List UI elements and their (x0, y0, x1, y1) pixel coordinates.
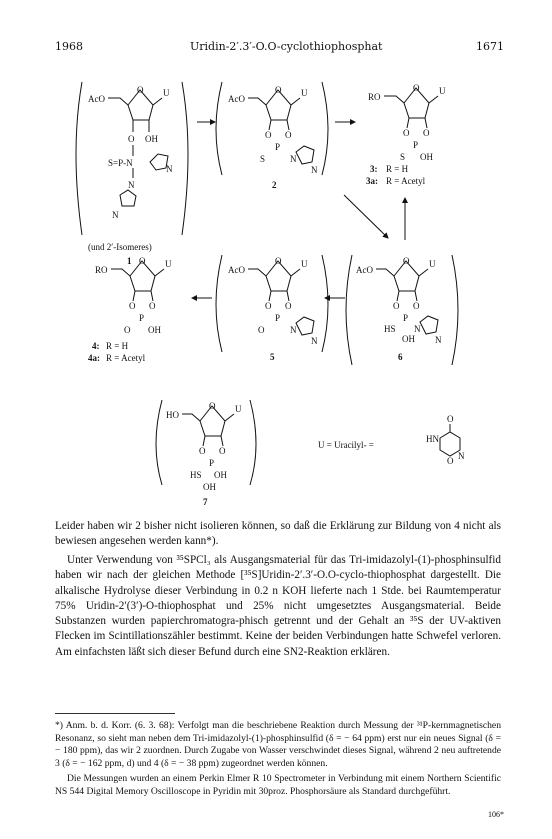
svg-text:RO: RO (368, 92, 381, 102)
uracil-definition (318, 414, 465, 466)
svg-text:OH: OH (214, 470, 227, 480)
compound-2 (216, 82, 328, 190)
atom-aco: AcO (88, 94, 105, 104)
svg-text:RO: RO (95, 265, 108, 275)
svg-text:N: N (290, 154, 297, 164)
compound-6 (346, 255, 458, 365)
svg-text:P: P (209, 458, 215, 468)
svg-text:O: O (265, 301, 272, 311)
svg-text:N: N (166, 164, 173, 174)
compound-3 (366, 83, 446, 186)
svg-text:O: O (403, 128, 410, 138)
compound-5-label: 5 (270, 352, 275, 362)
svg-text:OH: OH (148, 325, 161, 335)
svg-text:O: O (124, 325, 131, 335)
paragraph-1: Leider haben wir 2 bisher nicht isolieren können, so daß die Erklärung zur Bildung von 4 nicht als bewiesen angesehen werden kann*). (55, 520, 501, 548)
svg-text:N: N (458, 451, 465, 461)
svg-text:O: O (275, 256, 282, 266)
svg-text:R = Acetyl: R = Acetyl (386, 176, 426, 186)
footnote-2: Die Messungen wurden an einem Perkin Elmer R 10 Spectrometer in Verbindung mit einem Northern Scientific NS 544 Digital Memory Oscilloscope in Pyridin mit 30proz. Phosphorsäure als Standard durchgeführt. (55, 773, 501, 797)
page-number-right: 1671 (476, 40, 504, 53)
compound-1-note: (und 2′-Isomeres) (88, 242, 152, 252)
svg-text:U: U (301, 88, 308, 98)
compound-4 (88, 256, 172, 363)
svg-text:R = H: R = H (106, 341, 129, 351)
svg-text:U = Uracilyl- =: U = Uracilyl- = (318, 440, 374, 450)
svg-text:P: P (275, 142, 281, 152)
compound-2-label: 2 (272, 180, 277, 190)
page-number-left: 1968 (55, 40, 83, 53)
svg-text:O: O (139, 256, 146, 266)
svg-text:P: P (139, 313, 145, 323)
svg-text:R = Acetyl: R = Acetyl (106, 353, 146, 363)
svg-text:O: O (258, 325, 265, 335)
svg-text:O: O (128, 134, 135, 144)
svg-text:HN: HN (426, 434, 439, 444)
svg-text:S: S (260, 154, 266, 164)
running-title: Uridin-2′.3′-O.O-cyclothiophosphat (190, 40, 383, 53)
svg-text:N: N (112, 210, 119, 220)
svg-text:O: O (285, 130, 292, 140)
svg-text:U: U (301, 259, 308, 269)
svg-text:O: O (413, 83, 420, 93)
compound-3a-label: 3a: (366, 176, 378, 186)
svg-text:N: N (128, 180, 135, 190)
svg-text:O: O (265, 130, 272, 140)
svg-text:O: O (199, 446, 206, 456)
svg-text:O: O (393, 301, 400, 311)
svg-text:O: O (149, 301, 156, 311)
compound-1-label: 1 (127, 256, 132, 266)
svg-text:U: U (163, 88, 170, 98)
svg-text:OH: OH (420, 152, 433, 162)
svg-text:OH: OH (145, 134, 158, 144)
svg-text:O: O (413, 301, 420, 311)
compound-4a-label: 4a: (88, 353, 100, 363)
reaction-scheme (0, 60, 552, 510)
svg-text:U: U (439, 86, 446, 96)
svg-text:N: N (311, 165, 318, 175)
compound-6-label: 6 (398, 352, 403, 362)
svg-text:N: N (414, 324, 421, 334)
svg-text:O: O (137, 85, 144, 95)
svg-text:OH: OH (402, 334, 415, 344)
svg-text:P: P (403, 313, 409, 323)
svg-text:O: O (219, 446, 226, 456)
svg-text:R = H: R = H (386, 164, 409, 174)
svg-text:U: U (165, 259, 172, 269)
footnote-1: *) Anm. b. d. Korr. (6. 3. 68): Verfolgt man die beschriebene Reaktion durch Messung der ³¹P-kernmagnetischen Resonanz, so sieht man neben dem Tri-imidazolyl-(1)-phosphinsulfid (δ = − 64 ppm) erst nur ein neues Signal (δ = − 180 ppm), das wir 2 zuordnen. Durch Zugabe von Wasser verschwindet dieses Signal, während 2 neu auftretende 3 (δ = − 162 ppm, d) und 4 (δ = − 38 ppm) zugeordnet werden können. (55, 720, 501, 769)
svg-text:U: U (235, 404, 242, 414)
svg-text:S=P-N: S=P-N (108, 158, 133, 168)
svg-text:HS: HS (190, 470, 202, 480)
sheet-signature: 106* (488, 810, 504, 819)
svg-text:N: N (435, 335, 442, 345)
svg-text:O: O (285, 301, 292, 311)
svg-text:AcO: AcO (228, 265, 245, 275)
svg-text:U: U (429, 259, 436, 269)
paragraph-2: Unter Verwendung von ³⁵SPCl₃ als Ausgangsmaterial für das Tri-imidazolyl-(1)-phosphinsulfid haben wir nach der gleichen Methode [³⁵S]Uridin-2′.3′-O.O-cyclo-thiophosphat dargestellt. Die alkalische Hydrolyse dieser Verbindung in 0.2 n KOH lieferte nach 1 Stde. bei Raumtemperatur 75% Uridin-2′(3′)-O-thiophosphat und 25% nicht umgesetztes Ausgangsmaterial. Beide Substanzen wurden papierchromatogra-phisch getrennt und der Gehalt an ³⁵S der UV-aktiven Flecken im Scintillationszähler bestimmt. Keine der beiden Verbindungen hatte Schwefel verloren. Am einfachsten läßt sich dieser Befund durch eine SN2-Reaktion erklären. (55, 554, 501, 658)
compound-3-label: 3: (370, 164, 378, 174)
svg-text:N: N (290, 325, 297, 335)
svg-text:O: O (275, 85, 282, 95)
svg-text:O: O (209, 401, 216, 411)
svg-text:P: P (413, 140, 419, 150)
compound-7-label: 7 (203, 497, 208, 507)
svg-text:AcO: AcO (356, 265, 373, 275)
compound-7 (156, 400, 256, 507)
svg-text:O: O (129, 301, 136, 311)
svg-text:O: O (447, 456, 454, 466)
svg-text:P: P (275, 313, 281, 323)
svg-text:HS: HS (384, 324, 396, 334)
svg-text:O: O (423, 128, 430, 138)
svg-text:AcO: AcO (228, 94, 245, 104)
compound-4-label: 4: (92, 341, 100, 351)
svg-text:O: O (403, 256, 410, 266)
compound-5 (216, 255, 328, 362)
compound-1 (76, 82, 188, 266)
svg-text:S: S (400, 152, 406, 162)
footnote-rule (55, 713, 175, 714)
svg-text:O: O (447, 414, 454, 424)
svg-text:OH: OH (203, 482, 216, 492)
svg-text:HO: HO (166, 410, 179, 420)
svg-text:N: N (311, 336, 318, 346)
